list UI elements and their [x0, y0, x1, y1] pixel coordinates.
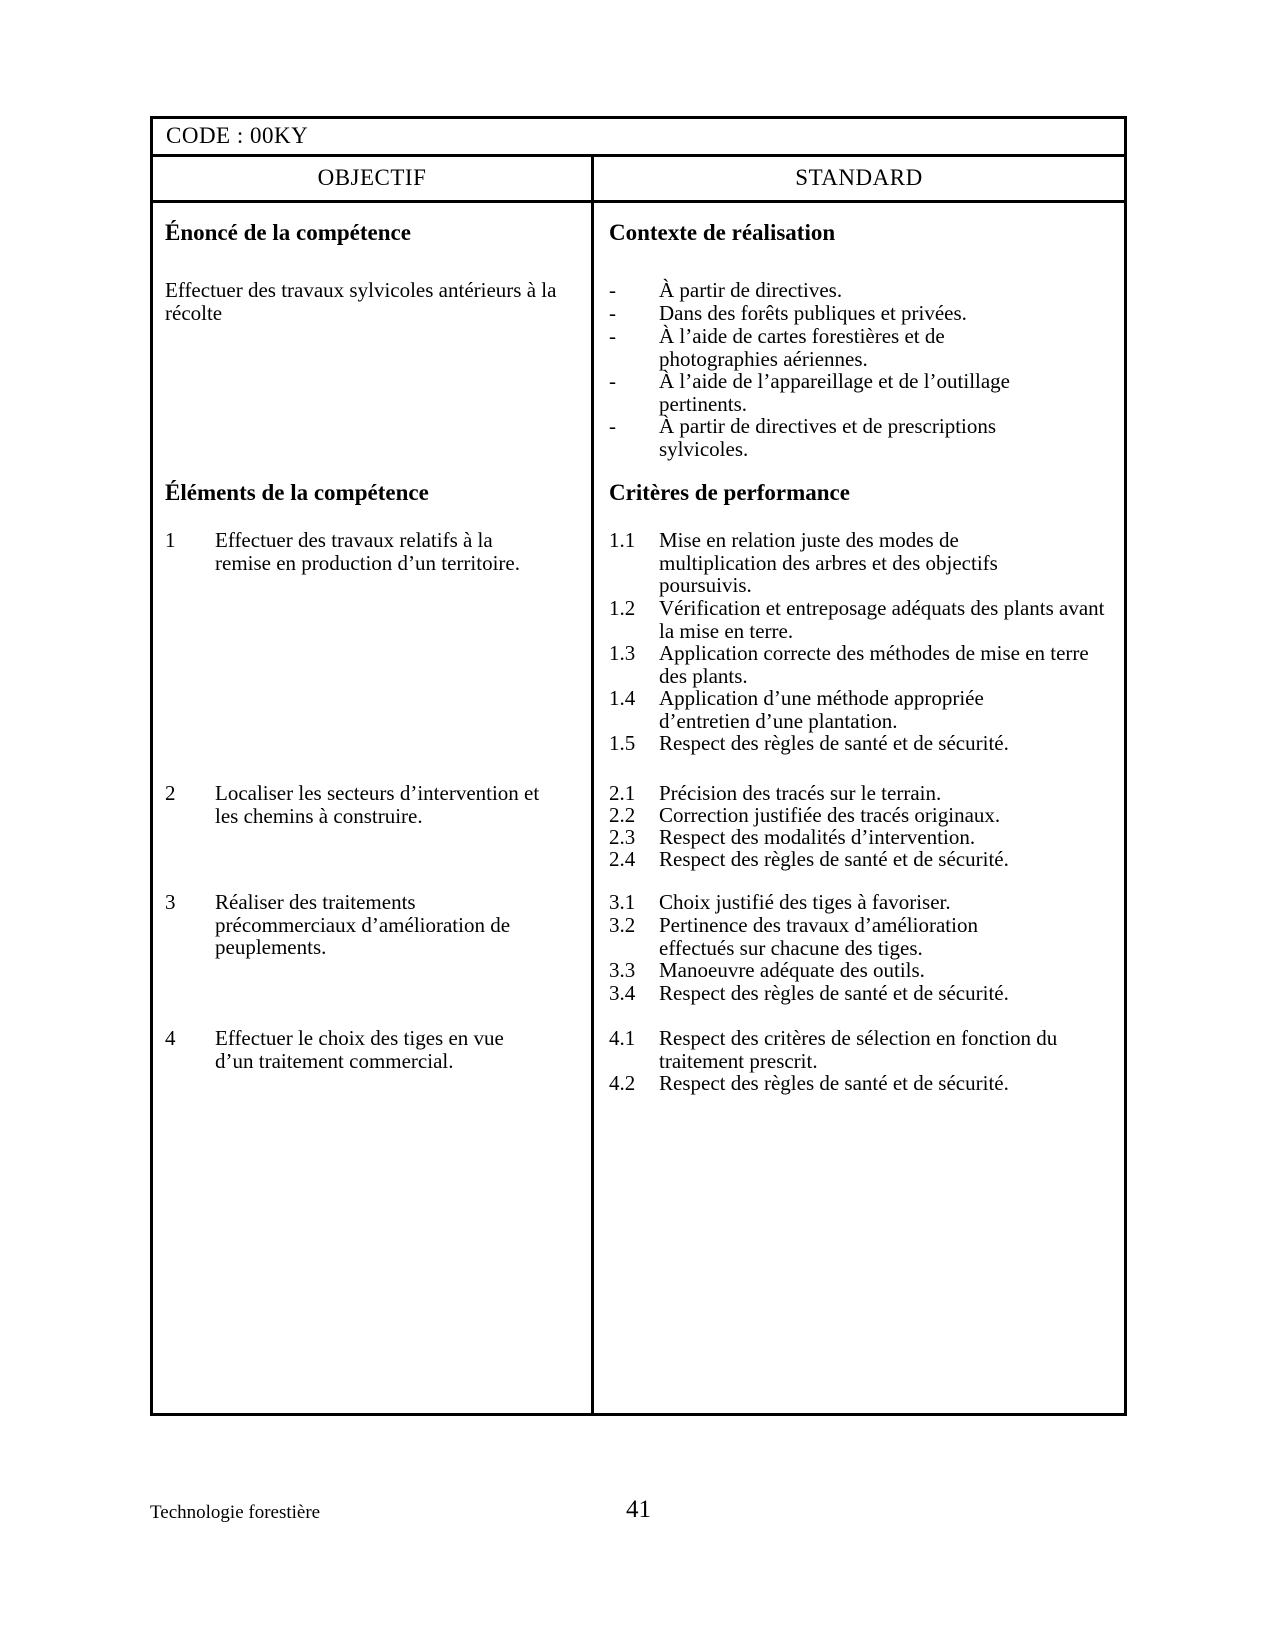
enonce-heading: Énoncé de la compétence — [165, 220, 411, 245]
enonce-text: Effectuer des travaux sylvicoles antérieurs à la récolte — [165, 278, 557, 325]
criteres-heading: Critères de performance — [609, 480, 850, 505]
header-objectif: OBJECTIF — [317, 165, 427, 190]
contexte-heading: Contexte de réalisation — [609, 220, 836, 245]
page-number: 41 — [626, 1496, 651, 1523]
column-divider — [591, 157, 594, 1413]
competency-code: CODE : 00KY — [166, 123, 309, 148]
code-row — [153, 119, 1124, 157]
footer-program-name: Technologie forestière — [150, 1502, 321, 1523]
elements-heading: Éléments de la compétence — [165, 480, 429, 505]
column-headers — [153, 157, 1124, 203]
header-standard: STANDARD — [795, 165, 923, 190]
competency-table: CODE : 00KY OBJECTIF STANDARD Énoncé de la compétence Effectuer des travaux sylvicoles antérieurs à la récolte Éléments de la compétence 1 Effectuer des travaux relatifs à la remise en production d’un territoire. 2 Localiser les secteurs d’intervention et les chemins à construire. 3 Réaliser des traitements précommerciaux d’amélioration de peuplements. 4 Effectuer le choix des tiges en vue d’un traitement commercial. Contexte de réalisation - À partir de directives. - Dans des forêts publiques et privées. - À l’aide de cartes forestières et de photographies aériennes. - À l’aide de l’appareillage et de l’outillage pertinents. - À partir de directives et de prescriptions sylvicoles. Critères de performance 1.1 Mise en relation juste des modes de multiplication des arbres et des objectifs poursuivis. 1.2 Vérification et entreposage adéquats des plants avant la mise en terre. 1.3 Application correcte des méthodes de mise en terre des plants. 1.4 Application d’une méthode appropriée d’entretien d’une plantation. 1.5 Respect des règles de santé et de sécurité. 2.1 Précision des tracés sur le terrain. 2.2 Correction justifiée des tracés originaux. 2.3 Respect des modalités d’intervention. 2.4 Respect des règles de santé et de sécurité. 3.1 Choix justifié des tiges à favoriser. 3.2 Pertinence des travaux d’amélioration effectués sur chacune des tiges. 3.3 Manoeuvre adéquate des outils. 3.4 Respect des règles de santé et de sécurité. 4.1 Respect des critères de sélection en fonction du traitement prescrit. 4.2 Respect des règles de santé et de sécurité. — [150, 116, 1127, 1416]
